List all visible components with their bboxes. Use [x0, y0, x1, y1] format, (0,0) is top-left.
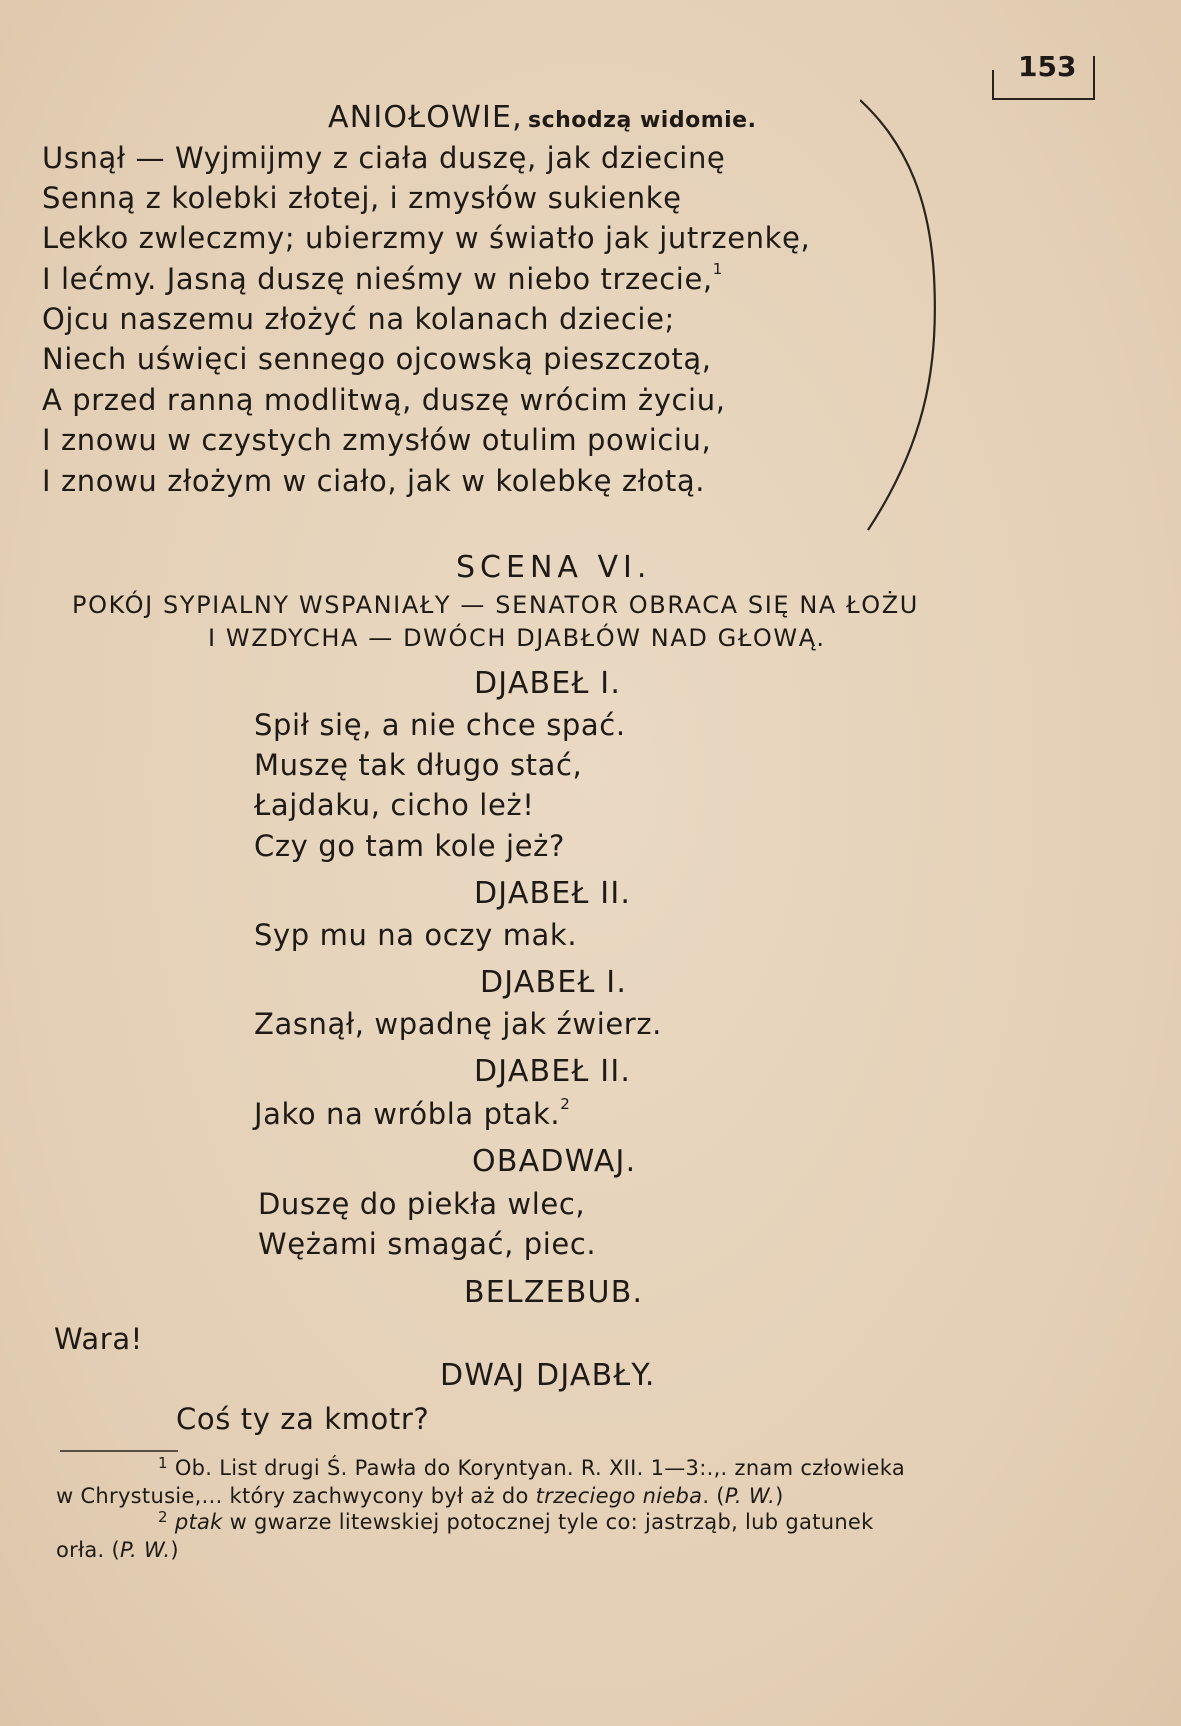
footnote-1-line — [158, 1456, 905, 1480]
verse-line: Łajdaku, cicho leż! — [254, 788, 535, 822]
verse-line: Zasnął, wpadnę jak źwierz. — [254, 1007, 662, 1041]
footnote-text: w Chrystusie,... który zachwycony był aż do — [56, 1484, 536, 1508]
speaker-name: BELZEBUB. — [464, 1275, 644, 1310]
footnote-italic: P. W. — [119, 1538, 171, 1562]
stage-direction: schodzą widomie. — [528, 108, 757, 133]
verse-line: Syp mu na oczy mak. — [254, 918, 578, 952]
footnote-italic: ptak — [174, 1510, 223, 1534]
verse-text: Jako na wróbla ptak. — [254, 1097, 561, 1131]
verse-line: I znowu w czystych zmysłów otulim powiciu, — [42, 423, 712, 457]
box-line — [1093, 56, 1095, 100]
footnote-italic: trzeciego nieba — [535, 1484, 703, 1508]
footnote-2-line — [158, 1510, 874, 1534]
page-number-box — [992, 50, 1096, 102]
verse-line: Wężami smagać, piec. — [258, 1227, 597, 1261]
box-line — [992, 70, 994, 100]
verse-line: Spił się, a nie chce spać. — [254, 708, 626, 742]
scene-title: SCENA VI. — [456, 550, 652, 585]
verse-line: Czy go tam kole jeż? — [254, 829, 565, 863]
bracket-mark — [860, 96, 950, 536]
verse-line: Duszę do piekła wlec, — [258, 1187, 586, 1221]
speaker-name: OBADWAJ. — [472, 1144, 637, 1179]
speaker-name: DJABEŁ II. — [474, 876, 632, 911]
box-line — [992, 98, 1094, 100]
verse-text: I lećmy. Jasną duszę nieśmy w niebo trzecie, — [42, 262, 713, 296]
footnote-text: w gwarze litewskiej potocznej tyle co: jastrząb, lub gatunek — [222, 1510, 874, 1534]
footnote-text: Ob. List drugi Ś. Pawła do Koryntyan. R. XII. 1—3:.,. znam człowieka — [174, 1456, 906, 1480]
angels-heading — [328, 100, 756, 135]
footnote-text: ) — [775, 1484, 784, 1508]
footnote-rule — [60, 1450, 178, 1452]
footnote-mark: 1 — [712, 260, 723, 278]
speaker-name: ANIOŁOWIE, — [328, 100, 523, 135]
verse-line: Usnął — Wyjmijmy z ciała duszę, jak dziecinę — [42, 141, 726, 175]
footnote-italic: P. W. — [724, 1484, 776, 1508]
verse-line: I znowu złożym w ciało, jak w kolebkę złotą. — [42, 464, 706, 498]
speaker-name: DJABEŁ I. — [480, 965, 628, 1000]
footnote-mark: 1 — [158, 1454, 168, 1472]
footnote-1-line — [56, 1484, 784, 1508]
footnote-mark: 2 — [560, 1095, 571, 1113]
page-number: 153 — [1018, 50, 1077, 83]
verse-line: Niech uświęci sennego ojcowską pieszczotą, — [42, 342, 712, 376]
speaker-name: DJABEŁ II. — [474, 1054, 632, 1089]
verse-line: Muszę tak długo stać, — [254, 748, 583, 782]
scene-direction-line: I WZDYCHA — DWÓCH DJABŁÓW NAD GŁOWĄ. — [208, 624, 826, 652]
verse-line: Lekko zwleczmy; ubierzmy w światło jak jutrzenkę, — [42, 221, 811, 255]
footnote-text: orła. ( — [56, 1538, 120, 1562]
verse-line-with-footnote — [254, 1097, 570, 1131]
verse-line: Ojcu naszemu złożyć na kolanach dziecie; — [42, 302, 675, 336]
speaker-name: DWAJ DJABŁY. — [440, 1358, 656, 1393]
verse-line: Wara! — [54, 1322, 143, 1356]
footnote-text: ) — [170, 1538, 179, 1562]
verse-line: Coś ty za kmotr? — [176, 1402, 430, 1436]
scene-direction-line: POKÓJ SYPIALNY WSPANIAŁY — SENATOR OBRACA SIĘ NA ŁOŻU — [72, 591, 919, 619]
footnote-mark: 2 — [158, 1508, 168, 1526]
footnote-text: . ( — [702, 1484, 725, 1508]
verse-line: A przed ranną modlitwą, duszę wrócim życiu, — [42, 383, 726, 417]
verse-line-with-footnote — [42, 262, 723, 296]
footnote-2-line — [56, 1538, 179, 1562]
speaker-name: DJABEŁ I. — [474, 666, 622, 701]
verse-line: Senną z kolebki złotej, i zmysłów sukienkę — [42, 181, 682, 215]
